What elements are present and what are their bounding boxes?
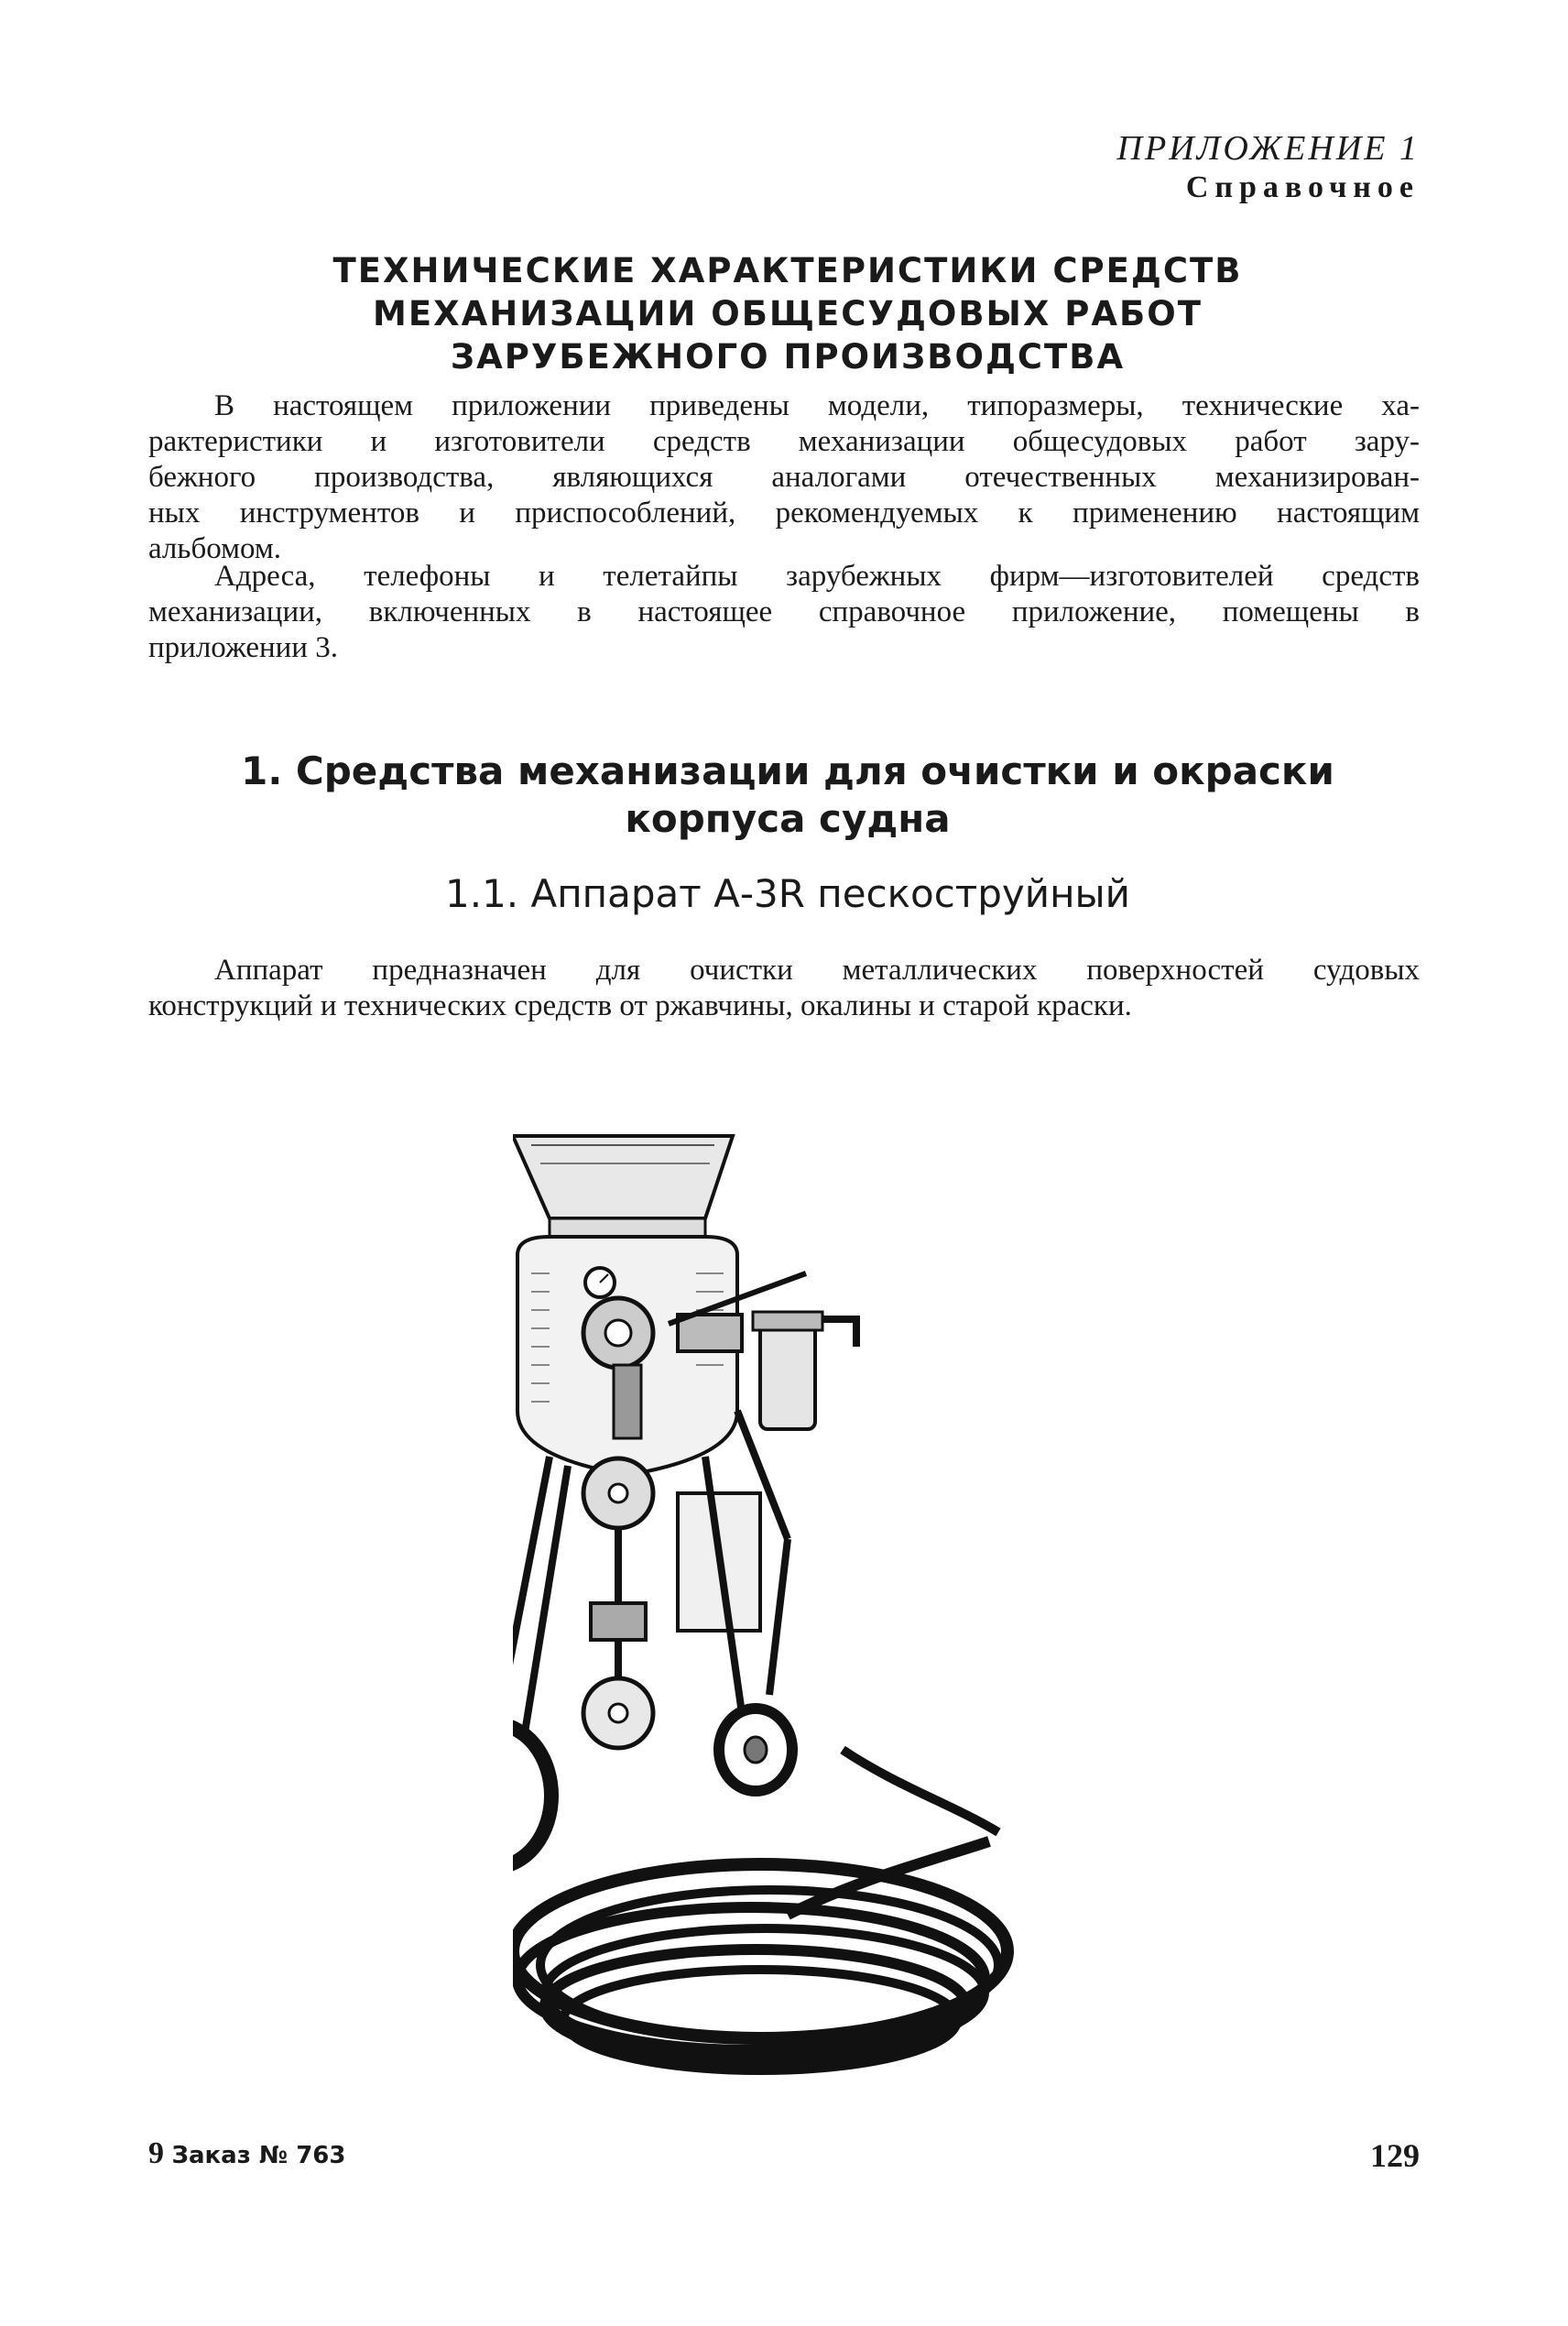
intro-paragraph-1 [148, 388, 1420, 567]
text-line: рактеристики и изготовители средств механизации общесудовых работ зару- [148, 425, 1420, 458]
signature-number: 9 [148, 2136, 164, 2170]
section-description [148, 953, 1420, 1024]
title-line-3: ЗАРУБЕЖНОГО ПРОИЗВОДСТВА [450, 337, 1126, 377]
hopper [513, 1136, 733, 1246]
page-number: 129 [1370, 2137, 1420, 2174]
section-title-line-1: 1. Средства механизации для очистки и окраски [241, 748, 1334, 793]
text-line: Адреса, телефоны и телетайпы зарубежных фирм—изготовителей средств [214, 560, 1420, 593]
text-line: ных инструментов и приспособлений, рекомендуемых к применению настоящим [148, 497, 1420, 530]
hose-coil [513, 1750, 1007, 2070]
section-title-line-2: корпуса судна [625, 796, 951, 841]
sandblasting-apparatus-illustration [513, 1108, 1026, 2125]
order-number: Заказ № 763 [171, 2142, 346, 2169]
text-line: Аппарат предназначен для очистки металлических поверхностей судовых [214, 954, 1420, 987]
text-line: приложении 3. [148, 631, 338, 664]
air-filter [753, 1312, 856, 1429]
document-title [147, 249, 1429, 378]
subsection-title: 1.1. Аппарат А-3R пескоструйный [445, 871, 1130, 916]
text-line: альбомом. [148, 532, 282, 565]
title-line-1: ТЕХНИЧЕСКИЕ ХАРАКТЕРИСТИКИ СРЕДСТВ [332, 251, 1243, 290]
signature-mark [148, 2136, 345, 2171]
appendix-type: Справочное [1185, 170, 1420, 204]
right-wheel [719, 1709, 792, 1791]
section-title [147, 748, 1429, 843]
intro-paragraph-2 [148, 559, 1420, 666]
text-line: В настоящем приложении приведены модели, типоразмеры, технические ха- [214, 389, 1420, 422]
text-line: бежного производства, являющихся аналогами отечественных механизирован- [148, 461, 1420, 494]
appendix-label: ПРИЛОЖЕНИЕ 1 [1116, 129, 1420, 168]
text-line: механизации, включенных в настоящее справочное приложение, помещены в [148, 595, 1420, 628]
text-line: конструкций и технических средств от ржавчины, окалины и старой краски. [148, 989, 1132, 1022]
left-wheel [513, 1724, 551, 1867]
title-line-2: МЕХАНИЗАЦИИ ОБЩЕСУДОВЫХ РАБОТ [373, 294, 1203, 333]
